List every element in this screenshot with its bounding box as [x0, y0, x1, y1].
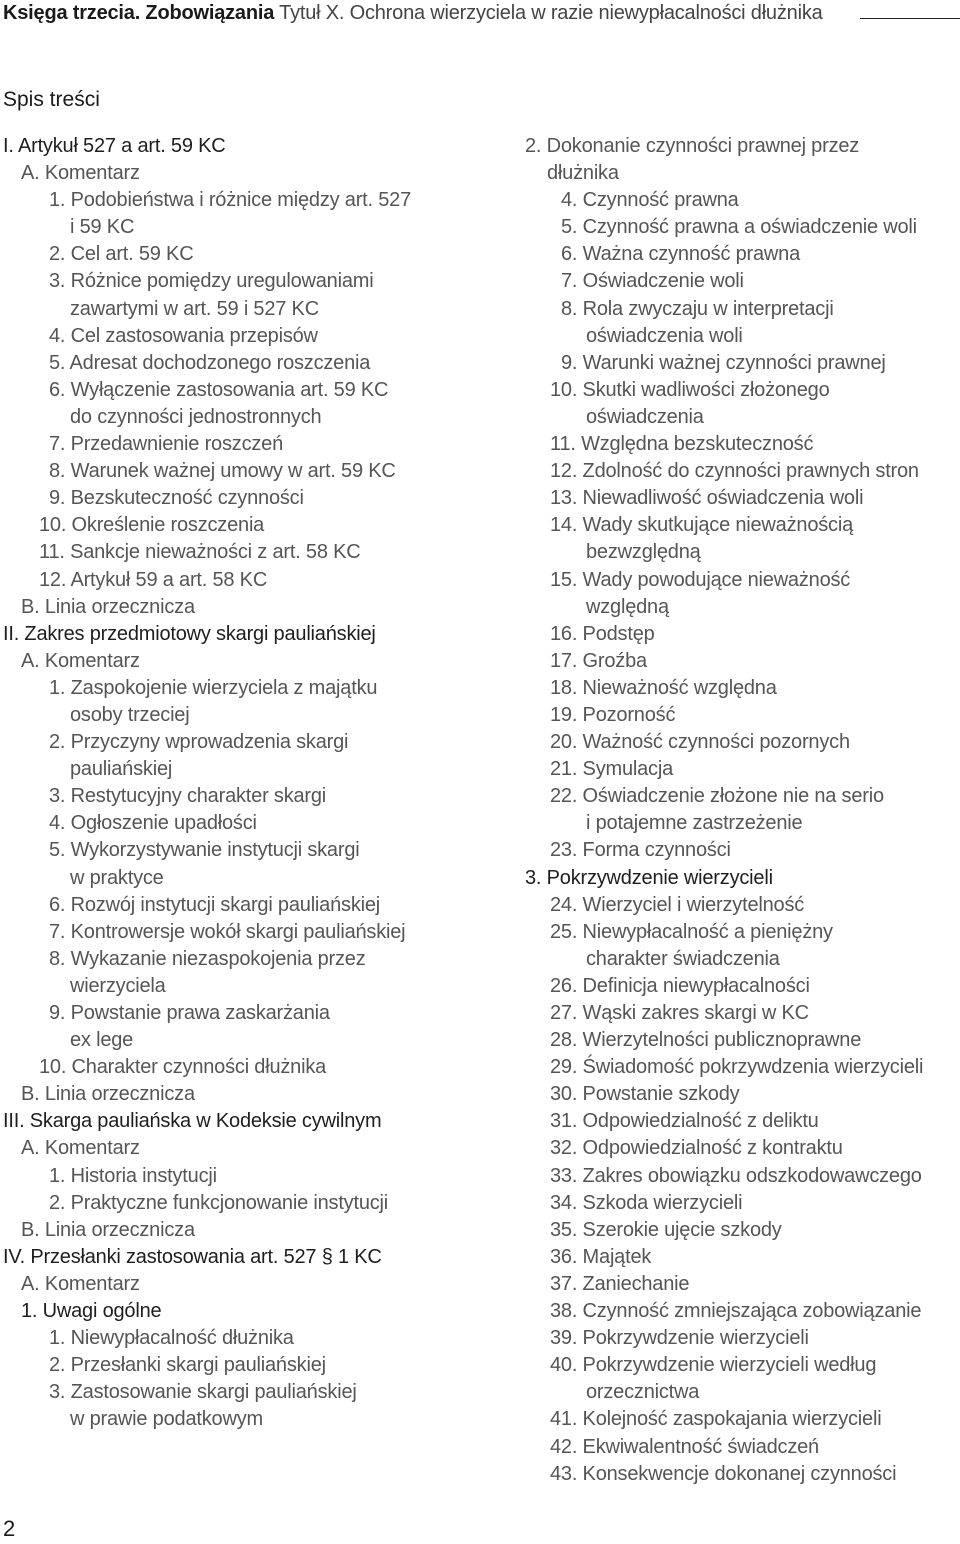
toc-entry: 5. Czynność prawna a oświadczenie woli [561, 216, 917, 239]
toc-entry: 1. Niewypłacalność dłużnika [49, 1327, 294, 1350]
toc-entry: 13. Niewadliwość oświadczenia woli [550, 487, 864, 510]
toc-entry: 27. Wąski zakres skargi w KC [550, 1002, 809, 1024]
page-number: 2 [3, 1516, 16, 1541]
toc-entry: 6. Ważna czynność prawna [561, 243, 801, 266]
toc-entry: II. Zakres przedmiotowy skargi pauliańskiej [3, 622, 376, 645]
toc-entry: 3. Restytucyjny charakter skargi [49, 785, 327, 808]
toc-entry: 1. Zaspokojenie wierzyciela z majątku [49, 676, 378, 699]
toc-entry: 7. Kontrowersje wokół skargi pauliańskiej [49, 920, 406, 943]
toc-entry: 19. Pozorność [550, 703, 676, 726]
toc-entry: 3. Zastosowanie skargi pauliańskiej [49, 1381, 357, 1404]
toc-entry: 2. Przyczyny wprowadzenia skargi [49, 731, 349, 754]
toc-entry: ex lege [70, 1029, 134, 1052]
toc-entry: 22. Oświadczenie złożone nie na serio [550, 785, 884, 808]
toc-entry: 43. Konsekwencje dokonanej czynności [550, 1462, 897, 1485]
toc-entry: 5. Adresat dochodzonego roszczenia [49, 351, 371, 374]
toc-entry: 4. Cel zastosowania przepisów [49, 324, 318, 347]
toc-entry: 9. Powstanie prawa zaskarżania [49, 1002, 330, 1024]
toc-entry: 8. Wykazanie niezaspokojenia przez [49, 947, 366, 970]
toc-entry: względną [586, 595, 669, 618]
toc-entry: 10. Określenie roszczenia [39, 514, 265, 537]
toc-entry: I. Artykuł 527 a art. 59 KC [3, 135, 226, 157]
toc-entry: 2. Przesłanki skargi pauliańskiej [49, 1354, 326, 1377]
toc-entry: 5. Wykorzystywanie instytucji skargi [49, 839, 360, 862]
toc-entry: 1. Podobieństwa i różnice między art. 527 [49, 189, 411, 212]
toc-entry: oświadczenia [586, 405, 704, 428]
toc-entry: 17. Groźba [550, 649, 647, 672]
toc-entry: 6. Wyłączenie zastosowania art. 59 KC [49, 378, 389, 401]
toc-entry: 26. Definicja niewypłacalności [550, 974, 810, 997]
toc-entry: charakter świadczenia [586, 947, 780, 970]
toc-entry: pauliańskiej [70, 758, 173, 781]
toc-left-column [3, 133, 503, 1434]
toc-entry: 10. Charakter czynności dłużnika [39, 1056, 327, 1079]
toc-entry: B. Linia orzecznicza [21, 595, 195, 618]
toc-entry: 10. Skutki wadliwości złożonego [550, 378, 830, 401]
toc-right-column [525, 133, 960, 1488]
toc-entry: B. Linia orzecznicza [21, 1218, 195, 1241]
toc-entry: 33. Zakres obowiązku odszkodowawczego [550, 1164, 922, 1187]
toc-entry: III. Skarga pauliańska w Kodeksie cywilnym [3, 1110, 382, 1133]
toc-entry: 1. Historia instytucji [49, 1164, 217, 1187]
toc-entry: 2. Praktyczne funkcjonowanie instytucji [49, 1191, 389, 1214]
toc-entry: w praktyce [70, 866, 164, 889]
toc-entry: 8. Warunek ważnej umowy w art. 59 KC [49, 460, 396, 483]
toc-entry: 9. Bezskuteczność czynności [49, 487, 304, 510]
toc-entry: 8. Rola zwyczaju w interpretacji [561, 297, 834, 320]
toc-entry: 34. Szkoda wierzycieli [550, 1191, 743, 1214]
toc-entry: osoby trzeciej [70, 703, 190, 726]
toc-entry: 12. Zdolność do czynności prawnych stron [550, 460, 919, 483]
toc-entry: bezwzględną [586, 541, 701, 564]
toc-entry: 35. Szerokie ujęcie szkody [550, 1218, 782, 1241]
toc-entry: 18. Nieważność względna [550, 676, 777, 699]
header-rule-divider [860, 18, 960, 19]
toc-entry: 2. Cel art. 59 KC [49, 243, 194, 266]
toc-entry: 41. Kolejność zaspokajania wierzycieli [550, 1408, 882, 1431]
toc-entry: 7. Oświadczenie woli [561, 270, 744, 293]
toc-entry: 4. Czynność prawna [561, 189, 739, 212]
header-part-label: Księga trzecia. Zobowiązania [3, 2, 275, 24]
toc-entry: i potajemne zastrzeżenie [586, 812, 803, 835]
toc-entry: do czynności jednostronnych [70, 405, 322, 428]
toc-entry: 40. Pokrzywdzenie wierzycieli według [550, 1354, 877, 1377]
toc-entry: 1. Uwagi ogólne [21, 1300, 162, 1323]
toc-entry: 31. Odpowiedzialność z deliktu [550, 1110, 819, 1133]
toc-entry: i 59 KC [70, 216, 135, 239]
toc-entry: wierzyciela [70, 974, 166, 997]
toc-entry: 14. Wady skutkujące nieważnością [550, 514, 854, 537]
toc-entry: 6. Rozwój instytucji skargi pauliańskiej [49, 893, 381, 916]
toc-entry: 21. Symulacja [550, 758, 674, 781]
toc-entry: IV. Przesłanki zastosowania art. 527 § 1 KC [3, 1245, 382, 1268]
toc-entry: 28. Wierzytelności publicznoprawne [550, 1029, 862, 1052]
toc-entry: 11. Sankcje nieważności z art. 58 KC [39, 541, 361, 564]
toc-entry: w prawie podatkowym [70, 1408, 263, 1431]
toc-entry: A. Komentarz [21, 1137, 140, 1160]
toc-entry: 30. Powstanie szkody [550, 1083, 740, 1106]
toc-entry: 32. Odpowiedzialność z kontraktu [550, 1137, 843, 1160]
toc-entry: 12. Artykuł 59 a art. 58 KC [39, 568, 268, 591]
toc-entry: oświadczenia woli [586, 324, 743, 347]
toc-entry: 16. Podstęp [550, 622, 655, 645]
toc-entry: 7. Przedawnienie roszczeń [49, 433, 284, 456]
toc-entry: A. Komentarz [21, 649, 140, 672]
toc-entry: 15. Wady powodujące nieważność [550, 568, 851, 591]
toc-entry: 25. Niewypłacalność a pieniężny [550, 920, 833, 943]
toc-entry: 3. Różnice pomiędzy uregulowaniami [49, 270, 374, 293]
toc-entry: 39. Pokrzywdzenie wierzycieli [550, 1327, 809, 1350]
toc-entry: 2. Dokonanie czynności prawnej przez [525, 135, 860, 157]
toc-entry: 23. Forma czynności [550, 839, 731, 862]
header-title-label: Tytuł X. Ochrona wierzyciela w razie niewypłacalności dłużnika [279, 2, 823, 24]
toc-entry: 24. Wierzyciel i wierzytelność [550, 893, 805, 916]
toc-entry: A. Komentarz [21, 162, 140, 185]
toc-entry: 37. Zaniechanie [550, 1272, 690, 1295]
toc-entry: 36. Majątek [550, 1245, 652, 1268]
toc-entry: 4. Ogłoszenie upadłości [49, 812, 257, 835]
toc-entry: dłużnika [547, 162, 619, 185]
toc-entry: 42. Ekwiwalentność świadczeń [550, 1435, 819, 1458]
toc-entry: 38. Czynność zmniejszająca zobowiązanie [550, 1300, 922, 1323]
toc-entry: 9. Warunki ważnej czynności prawnej [561, 351, 886, 374]
toc-entry: 29. Świadomość pokrzywdzenia wierzycieli [550, 1056, 924, 1079]
toc-heading: Spis treści [3, 88, 100, 111]
toc-entry: orzecznictwa [586, 1381, 700, 1404]
toc-entry: A. Komentarz [21, 1272, 140, 1295]
toc-entry: B. Linia orzecznicza [21, 1083, 195, 1106]
toc-entry: 11. Względna bezskuteczność [550, 433, 814, 456]
toc-entry: zawartymi w art. 59 i 527 KC [70, 297, 319, 320]
toc-entry: 20. Ważność czynności pozornych [550, 731, 850, 754]
running-header [3, 2, 823, 25]
toc-entry: 3. Pokrzywdzenie wierzycieli [525, 866, 773, 889]
